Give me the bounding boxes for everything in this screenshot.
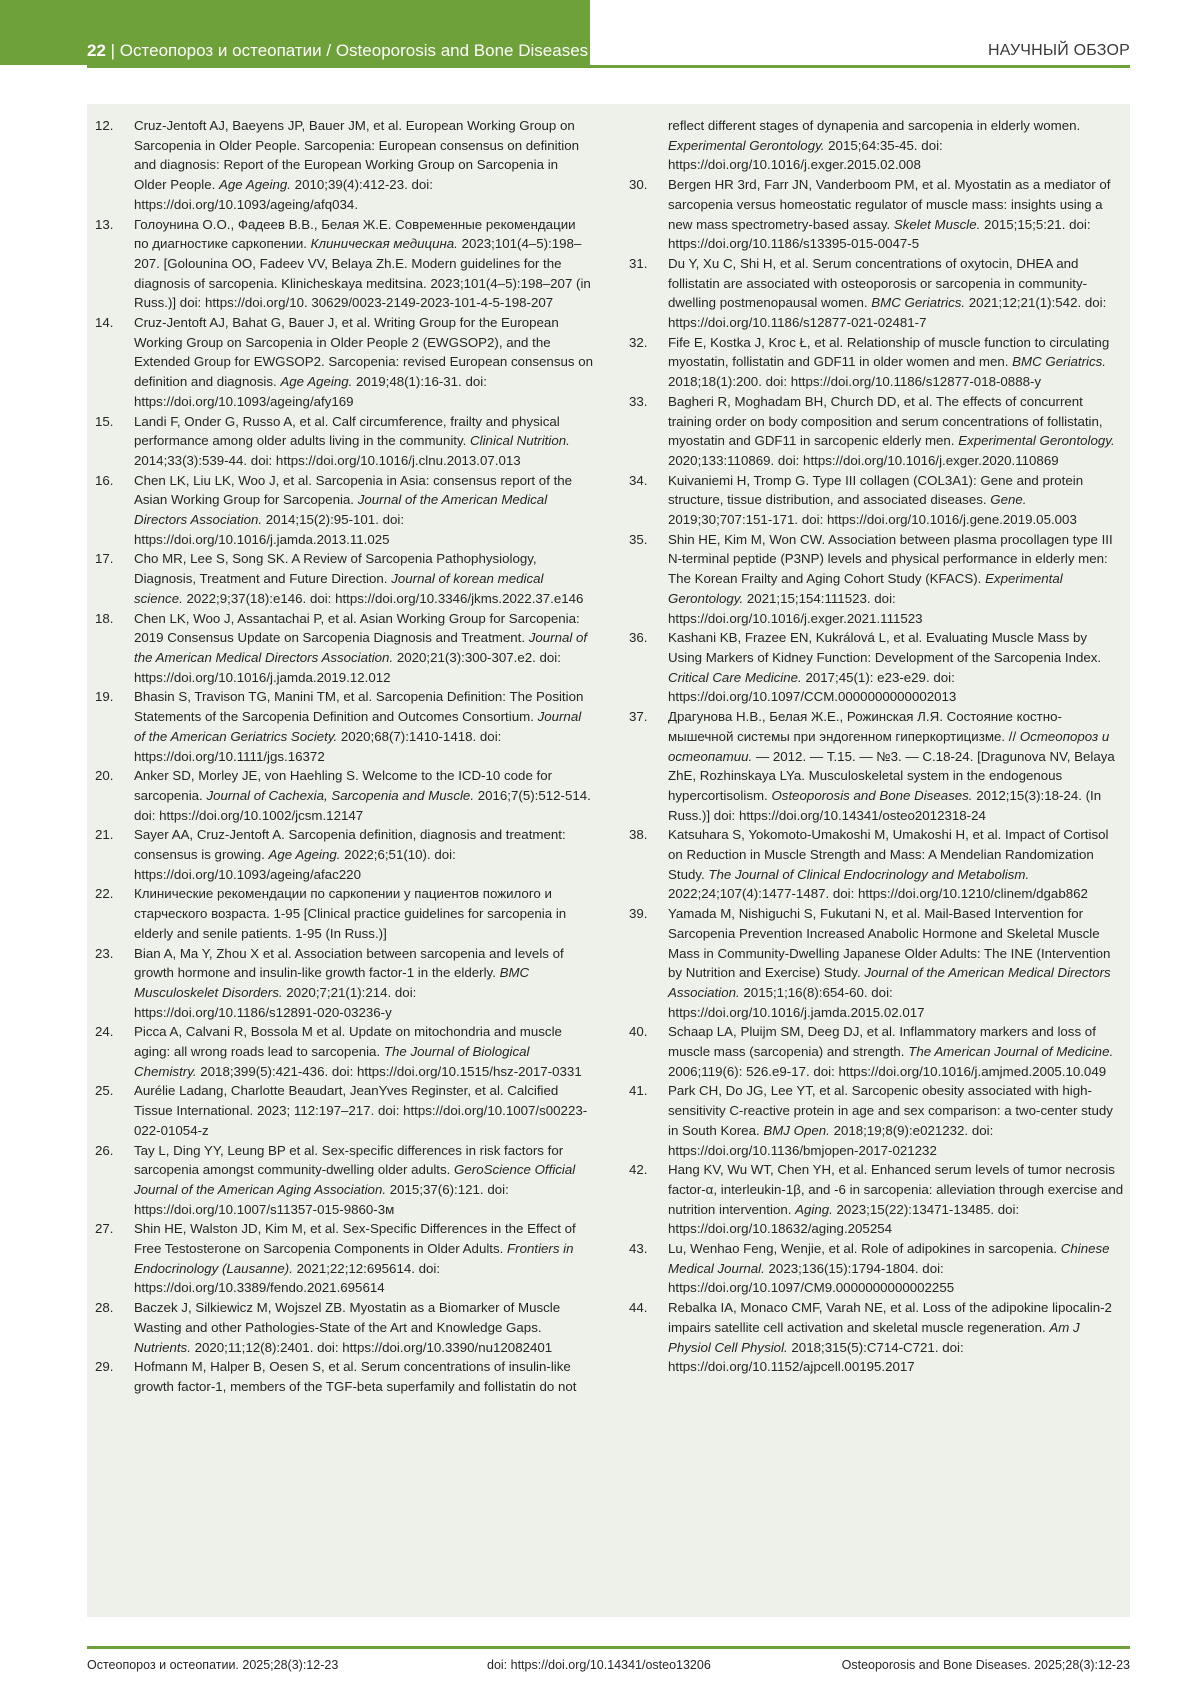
reference-item bbox=[629, 707, 1124, 825]
reference-text: Katsuhara S, Yokomoto-Umakoshi M, Umakoshi H, et al. Impact of Cortisol on Reduction in Muscle Strength and Mass: A Mendelian Randomization Study. The Journal of Clinical Endocrinology and Metabolism. 2022;24;107(4):1477-1487. doi: https://doi.org/10.1210/clinem/dgab862 bbox=[668, 827, 1109, 902]
references-panel bbox=[87, 104, 1130, 1617]
reference-number: 35. bbox=[629, 531, 648, 547]
reference-item bbox=[629, 530, 1124, 629]
reference-item bbox=[95, 766, 593, 825]
references-column-right bbox=[629, 116, 1124, 1377]
reference-number: 29. bbox=[95, 1359, 114, 1375]
reference-text: Hofmann M, Halper B, Oesen S, et al. Serum concentrations of insulin-like growth factor-1, members of the TGF-beta superfamily and follistatin do not bbox=[134, 1359, 577, 1394]
reference-number: 18. bbox=[95, 610, 114, 626]
footer-rule bbox=[87, 1646, 1130, 1649]
reference-item bbox=[95, 825, 593, 884]
reference-text: Park CH, Do JG, Lee YT, et al. Sarcopenic obesity associated with high-sensitivity C-reactive protein in age and sex comparison: a two-center study in South Korea. BMJ Open. 2018;19;8(9):e021232. doi: https://doi.org/10.1136/bmjopen-2017-021232 bbox=[668, 1083, 1113, 1158]
reference-text: Shin HE, Walston JD, Kim M, et al. Sex-Specific Differences in the Effect of Free Testosterone on Sarcopenia Components in Older Adults. Frontiers in Endocrinology (Lausanne). 2021;22;12:695614. doi: https://doi.org/10.3389/fendo.2021.695614 bbox=[134, 1221, 576, 1296]
reference-item bbox=[629, 254, 1124, 333]
reference-text: Клинические рекомендации по саркопении у пациентов пожилого и старческого возраста. 1-95 [Clinical practice guidelines for sarcopenia in elderly and senile patients. 1-95 (In Russ.)] bbox=[134, 886, 567, 941]
reference-number: 12. bbox=[95, 118, 114, 133]
reference-text: Cruz-Jentoft AJ, Bahat G, Bauer J, et al. Writing Group for the European Working Group on Sarcopenia in Older People 2 (EWGSOP2), and the Extended Group for EWGSOP2. Sarcopenia: revised European consensus on definition and diagnosis. Age Ageing. 2019;48(1):16-31. doi: https://doi.org/10.1093/ageing/afy169 bbox=[134, 315, 594, 409]
reference-number: 40. bbox=[629, 1024, 648, 1040]
reference-number: 16. bbox=[95, 472, 114, 488]
reference-text: Chen LK, Woo J, Assantachai P, et al. Asian Working Group for Sarcopenia: 2019 Consensus Update on Sarcopenia Diagnosis and Treatment. Journal of the American Medical Directors Association. 2020;21(3):300-307.e2. doi: https://doi.org/10.1016/j.jamda.2019.12.012 bbox=[134, 610, 588, 685]
reference-item bbox=[629, 175, 1124, 254]
reference-text: Anker SD, Morley JE, von Haehling S. Welcome to the ICD-10 code for sarcopenia. Journal of Cachexia, Sarcopenia and Muscle. 2016;7(5):512-514. doi: https://doi.org/10.1002/jcsm.12147 bbox=[134, 768, 591, 823]
reference-item bbox=[95, 215, 593, 314]
reference-item bbox=[95, 116, 593, 215]
reference-text: Bagheri R, Moghadam BH, Church DD, et al. The effects of concurrent training order on body composition and serum concentrations of follistatin, myostatin and GDF11 in sarcopenic elderly men. Experimental Gerontology. 2020;133:110869. doi: https://doi.org/10.1016/j.exger.2020.110869 bbox=[668, 393, 1115, 468]
reference-text: Hang KV, Wu WT, Chen YH, et al. Enhanced serum levels of tumor necrosis factor-α, interleukin-1β, and -6 in sarcopenia: alleviation through exercise and nutrition intervention. Aging. 2023;15(22):13471-13485. doi: https://doi.org/10.18632/aging.205254 bbox=[668, 1162, 1124, 1237]
reference-text: Голоунина О.О., Фадеев В.В., Белая Ж.Е. Современные рекомендации по диагностике саркопении. Клиническая медицина. 2023;101(4–5):198–207. [Golounina OO, Fadeev VV, Belaya Zh.E. Modern guidelines for the diagnosis of sarcopenia. Klinicheskaya meditsina. 2023;101(4–5):198–207 (in Russ.)] doi: https://doi.org/10. 30629/0023-2149-2023-101-4-5-198-207 bbox=[134, 216, 591, 311]
reference-text: Yamada M, Nishiguchi S, Fukutani N, et al. Mail-Based Intervention for Sarcopenia Prevention Increased Anabolic Hormone and Skeletal Muscle Mass in Community-Dwelling Japanese Older Adults: The INE (Intervention by Nutrition and Exercise) Study. Journal of the American Medical Directors Association. 2015;1;16(8):654-60. doi: https://doi.org/10.1016/j.jamda.2015.02.017 bbox=[668, 906, 1111, 1020]
section-label: НАУЧНЫЙ ОБЗОР bbox=[988, 42, 1130, 59]
reference-number: 30. bbox=[629, 177, 648, 193]
footer-citation-en: Osteoporosis and Bone Diseases. 2025;28(3):12-23 bbox=[841, 1658, 1130, 1672]
footer-doi[interactable]: doi: https://doi.org/10.14341/osteo13206 bbox=[487, 1658, 711, 1672]
page-number: 22 bbox=[87, 41, 106, 60]
references-column-left bbox=[95, 116, 593, 1397]
reference-number: 34. bbox=[629, 472, 648, 488]
reference-29-continuation: reflect different stages of dynapenia and sarcopenia in elderly women. Experimental Gerontology. 2015;64:35-45. doi: https://doi.org/10.1016/j.exger.2015.02.008 bbox=[668, 118, 1081, 173]
reference-item bbox=[629, 1298, 1124, 1377]
reference-number: 13. bbox=[95, 216, 114, 232]
reference-text: Cruz-Jentoft AJ, Baeyens JP, Bauer JM, et al. European Working Group on Sarcopenia in Older People. Sarcopenia: European consensus on definition and diagnosis: Report of the European Working Group on Sarcopenia in Older People. Age Ageing. 2010;39(4):412-23. doi: https://doi.org/10.1093/ageing/afq034. bbox=[134, 118, 580, 212]
reference-item bbox=[95, 1022, 593, 1081]
reference-number: 17. bbox=[95, 551, 114, 567]
reference-item bbox=[95, 1357, 593, 1396]
reference-number: 22. bbox=[95, 886, 114, 902]
reference-item bbox=[629, 904, 1124, 1022]
reference-item bbox=[629, 1022, 1124, 1081]
footer-citation-ru: Остеопороз и остеопатии. 2025;28(3):12-23 bbox=[87, 1658, 339, 1672]
reference-number: 33. bbox=[629, 393, 648, 409]
reference-number: 28. bbox=[95, 1300, 114, 1316]
reference-text: Sayer AA, Cruz-Jentoft A. Sarcopenia definition, diagnosis and treatment: consensus is growing. Age Ageing. 2022;6;51(10). doi: https://doi.org/10.1093/ageing/afac220 bbox=[134, 827, 566, 882]
reference-text: Shin HE, Kim M, Won CW. Association between plasma procollagen type III N-terminal peptide (P3NP) levels and physical performance in elderly men: The Korean Frailty and Aging Cohort Study (KFACS). Experimental Gerontology. 2021;15;154:111523. doi: https://doi.org/10.1016/j.exger.2021.111523 bbox=[668, 531, 1113, 626]
reference-text: Chen LK, Liu LK, Woo J, et al. Sarcopenia in Asia: consensus report of the Asian Working Group for Sarcopenia. Journal of the American Medical Directors Association. 2014;15(2):95-101. doi: https://doi.org/10.1016/j.jamda.2013.11.025 bbox=[134, 472, 573, 547]
journal-title: Остеопороз и остеопатии / Osteoporosis and Bone Diseases bbox=[119, 41, 589, 60]
reference-text: Landi F, Onder G, Russo A, et al. Calf circumference, frailty and physical performance among older adults living in the community. Clinical Nutrition. 2014;33(3):539-44. doi: https://doi.org/10.1016/j.clnu.2013.07.013 bbox=[134, 413, 570, 468]
reference-text: Kashani KB, Frazee EN, Kukrálová L, et al. Evaluating Muscle Mass by Using Markers of Kidney Function: Development of the Sarcopenia Index. Critical Care Medicine. 2017;45(1): e23-e29. doi: https://doi.org/10.1097/CCM.0000000000002013 bbox=[668, 630, 1102, 705]
reference-text: Kuivaniemi H, Tromp G. Type III collagen (COL3A1): Gene and protein structure, tissue distribution, and associated diseases. Gene. 2019;30;707:151-171. doi: https://doi.org/10.1016/j.gene.2019.05.003 bbox=[668, 472, 1084, 528]
header-separator: | bbox=[105, 41, 120, 60]
reference-text: Cho MR, Lee S, Song SK. A Review of Sarcopenia Pathophysiology, Diagnosis, Treatment and Future Direction. Journal of korean medical science. 2022;9;37(18):e146. doi: https://doi.org/10.3346/jkms.2022.37.e146 bbox=[134, 551, 584, 606]
reference-item bbox=[95, 687, 593, 766]
reference-number: 39. bbox=[629, 906, 648, 922]
reference-item bbox=[629, 628, 1124, 707]
reference-text: Lu, Wenhao Feng, Wenjie, et al. Role of adipokines in sarcopenia. Chinese Medical Journal. 2023;136(15):1794-1804. doi: https://doi.org/10.1097/CM9.0000000000002255 bbox=[668, 1241, 1110, 1296]
reference-item bbox=[629, 471, 1124, 530]
reference-item bbox=[95, 1219, 593, 1298]
reference-item bbox=[95, 412, 593, 471]
reference-text: Aurélie Ladang, Charlotte Beaudart, JeanYves Reginster, et al. Calcified Tissue International. 2023; 112:197–217. doi: https://doi.org/10.1007/s00223-022-01054-z bbox=[134, 1083, 588, 1138]
reference-number: 37. bbox=[629, 709, 648, 725]
reference-number: 41. bbox=[629, 1083, 648, 1099]
reference-number: 36. bbox=[629, 630, 648, 646]
reference-text: Bhasin S, Travison TG, Manini TM, et al. Sarcopenia Definition: The Position Statements of the Sarcopenia Definition and Outcomes Consortium. Journal of the American Geriatrics Society. 2020;68(7):1410-1418. doi: https://doi.org/10.1111/jgs.16372 bbox=[134, 689, 584, 764]
reference-text: Baczek J, Silkiewicz M, Wojszel ZB. Myostatin as a Biomarker of Muscle Wasting and other Pathologies-State of the Art and Knowledge Gaps. Nutrients. 2020;11;12(8):2401. doi: https://doi.org/10.3390/nu12082401 bbox=[134, 1300, 561, 1355]
reference-number: 31. bbox=[629, 255, 648, 271]
reference-number: 25. bbox=[95, 1083, 114, 1099]
reference-number: 21. bbox=[95, 827, 114, 843]
reference-item bbox=[95, 1141, 593, 1220]
reference-text: Tay L, Ding YY, Leung BP et al. Sex-specific differences in risk factors for sarcopenia amongst community-dwelling older adults. GeroScience Official Journal of the American Aging Association. 2015;37(6):121. doi: https://doi.org/10.1007/s11357-015-9860-3м bbox=[134, 1142, 576, 1217]
reference-number: 23. bbox=[95, 945, 114, 961]
reference-number: 32. bbox=[629, 334, 648, 350]
reference-item bbox=[95, 1298, 593, 1357]
reference-number: 43. bbox=[629, 1241, 648, 1257]
reference-item bbox=[95, 884, 593, 943]
reference-number: 19. bbox=[95, 689, 114, 705]
reference-text: Bergen HR 3rd, Farr JN, Vanderboom PM, et al. Myostatin as a mediator of sarcopenia versus homeostatic regulator of muscle mass: insights using a new mass spectrometry-based assay. Skelet Muscle. 2015;15;5:21. doi: https://doi.org/10.1186/s13395-015-0047-5 bbox=[668, 177, 1111, 252]
reference-item bbox=[95, 313, 593, 412]
reference-item bbox=[629, 1160, 1124, 1239]
header-rule bbox=[87, 65, 1130, 68]
reference-item bbox=[629, 1239, 1124, 1298]
reference-item bbox=[629, 1081, 1124, 1160]
reference-number: 42. bbox=[629, 1162, 648, 1178]
reference-text: Du Y, Xu C, Shi H, et al. Serum concentrations of oxytocin, DHEA and follistatin are associated with osteoporosis or sarcopenia in community-dwelling postmenopausal women. BMC Geriatrics. 2021;12;21(1):542. doi: https://doi.org/10.1186/s12877-021-02481-7 bbox=[668, 255, 1107, 331]
reference-text: Picca A, Calvani R, Bossola M et al. Update on mitochondria and muscle aging: all wrong roads lead to sarcopenia. The Journal of Biological Chemistry. 2018;399(5):421-436. doi: https://doi.org/10.1515/hsz-2017-0331 bbox=[134, 1024, 582, 1079]
reference-number: 44. bbox=[629, 1300, 648, 1316]
reference-number: 14. bbox=[95, 315, 114, 331]
reference-item bbox=[95, 471, 593, 550]
reference-text: Bian A, Ma Y, Zhou X et al. Association between sarcopenia and levels of growth hormone and insulin-like growth factor-1 in the elderly. BMC Musculoskelet Disorders. 2020;7;21(1):214. doi: https://doi.org/10.1186/s12891-020-03236-y bbox=[134, 945, 564, 1020]
reference-item bbox=[95, 1081, 593, 1140]
reference-item bbox=[95, 609, 593, 688]
reference-number: 24. bbox=[95, 1024, 114, 1040]
reference-item bbox=[95, 549, 593, 608]
reference-text: Драгунова Н.В., Белая Ж.Е., Рожинская Л.Я. Состояние костно-мышечной системы при эндогенном гиперкортицизме. // Остеопороз и остеопатии. — 2012. — Т.15. — №3. — С.18-24. [Dragunova NV, Belaya ZhE, Rozhinskaya LYa. Musculoskeletal system in the endogenous hypercortisolism. Osteoporosis and Bone Diseases. 2012;15(3):18-24. (In Russ.)] doi: https://doi.org/10.14341/osteo2012318-24 bbox=[668, 709, 1115, 823]
reference-number: 38. bbox=[629, 827, 648, 843]
reference-item bbox=[95, 944, 593, 1023]
reference-number: 15. bbox=[95, 413, 114, 429]
reference-item bbox=[629, 825, 1124, 904]
reference-number: 26. bbox=[95, 1142, 114, 1158]
reference-text: Rebalka IA, Monaco CMF, Varah NE, et al. Loss of the adipokine lipocalin-2 impairs satellite cell activation and skeletal muscle regeneration. Am J Physiol Cell Physiol. 2018;315(5):C714-C721. doi: https://doi.org/10.1152/ajpcell.00195.2017 bbox=[668, 1300, 1112, 1375]
reference-text: Schaap LA, Pluijm SM, Deeg DJ, et al. Inflammatory markers and loss of muscle mass (sarcopenia) and strength. The American Journal of Medicine. 2006;119(6): 526.e9-17. doi: https://doi.org/10.1016/j.amjmed.2005.10.049 bbox=[668, 1024, 1114, 1079]
reference-item bbox=[629, 392, 1124, 471]
reference-item bbox=[629, 333, 1124, 392]
reference-number: 20. bbox=[95, 768, 114, 784]
reference-number: 27. bbox=[95, 1221, 114, 1237]
reference-text: Fife E, Kostka J, Kroc Ł, et al. Relationship of muscle function to circulating myostatin, follistatin and GDF11 in older women and men. BMC Geriatrics. 2018;18(1):200. doi: https://doi.org/10.1186/s12877-018-0888-y bbox=[668, 334, 1110, 390]
running-header bbox=[87, 40, 588, 62]
